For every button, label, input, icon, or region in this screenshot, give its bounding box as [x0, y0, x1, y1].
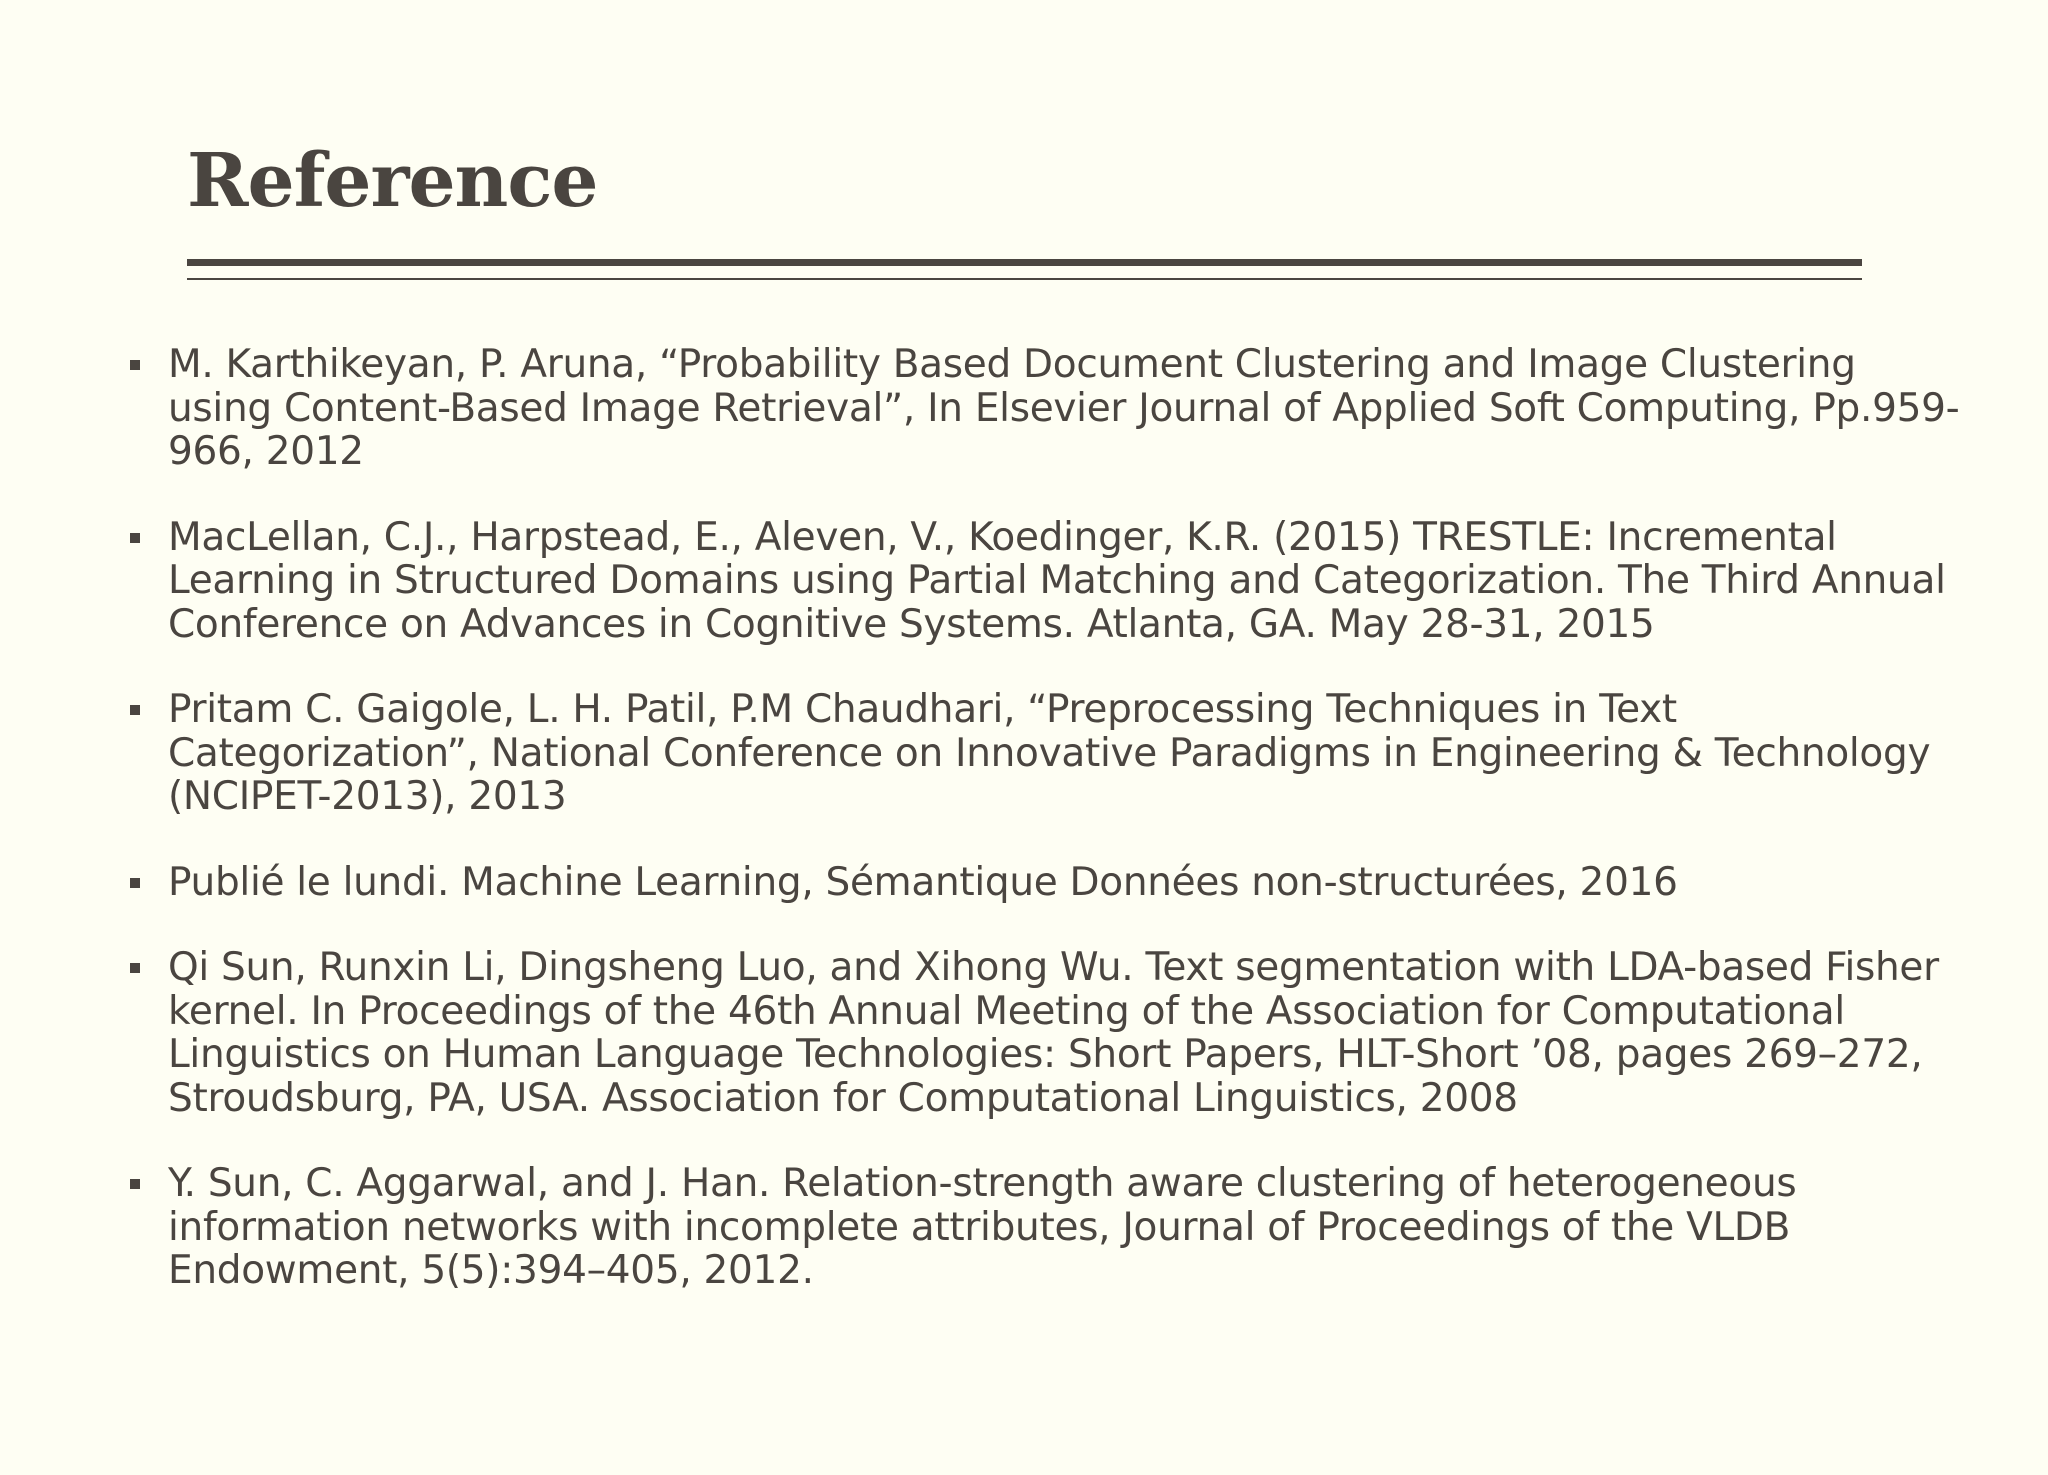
square-bullet-icon	[130, 360, 140, 370]
reference-text: Publié le lundi. Machine Learning, Sémantique Données non-structurées, 2016	[168, 859, 1678, 905]
reference-item	[130, 946, 1960, 1120]
square-bullet-icon	[130, 878, 140, 888]
square-bullet-icon	[130, 963, 140, 973]
reference-text: Y. Sun, C. Aggarwal, and J. Han. Relation-strength aware clustering of heterogeneous information networks with incomplete attributes, Journal of Proceedings of the VLDB Endowment, 5(5):394–405, 2012.	[168, 1161, 1797, 1293]
reference-item	[130, 688, 1960, 819]
square-bullet-icon	[130, 533, 140, 543]
square-bullet-icon	[130, 1179, 140, 1189]
reference-text: MacLellan, C.J., Harpstead, E., Aleven, V., Koedinger, K.R. (2015) TRESTLE: Incremental Learning in Structured Domains using Partial Matching and Categorization. The Third Annual Conference on Advances in Cognitive Systems. Atlanta, GA. May 28-31, 2015	[168, 514, 1946, 647]
reference-item	[130, 861, 1960, 905]
reference-list	[130, 343, 1960, 1335]
slide-title: Reference	[187, 138, 598, 224]
reference-item	[130, 343, 1960, 474]
reference-item	[130, 1162, 1960, 1293]
title-rule-thick	[187, 259, 1862, 266]
reference-text: Pritam C. Gaigole, L. H. Patil, P.M Chaudhari, “Preprocessing Techniques in Text Categorization”, National Conference on Innovative Paradigms in Engineering & Technology (NCIPET-2013), 2013	[168, 687, 1931, 819]
title-rule-thin	[187, 278, 1862, 280]
reference-text: Qi Sun, Runxin Li, Dingsheng Luo, and Xihong Wu. Text segmentation with LDA-based Fisher kernel. In Proceedings of the 46th Annual Meeting of the Association for Computational Linguistics on Human Language Technologies: Short Papers, HLT-Short ’08, pages 269–272, Stroudsburg, PA, USA. Association for Computational Linguistics, 2008	[168, 945, 1939, 1121]
square-bullet-icon	[130, 705, 140, 715]
reference-item	[130, 516, 1960, 647]
reference-text: M. Karthikeyan, P. Aruna, “Probability Based Document Clustering and Image Clustering using Content-Based Image Retrieval”, In Elsevier Journal of Applied Soft Computing, Pp.959-966, 2012	[168, 342, 1960, 474]
